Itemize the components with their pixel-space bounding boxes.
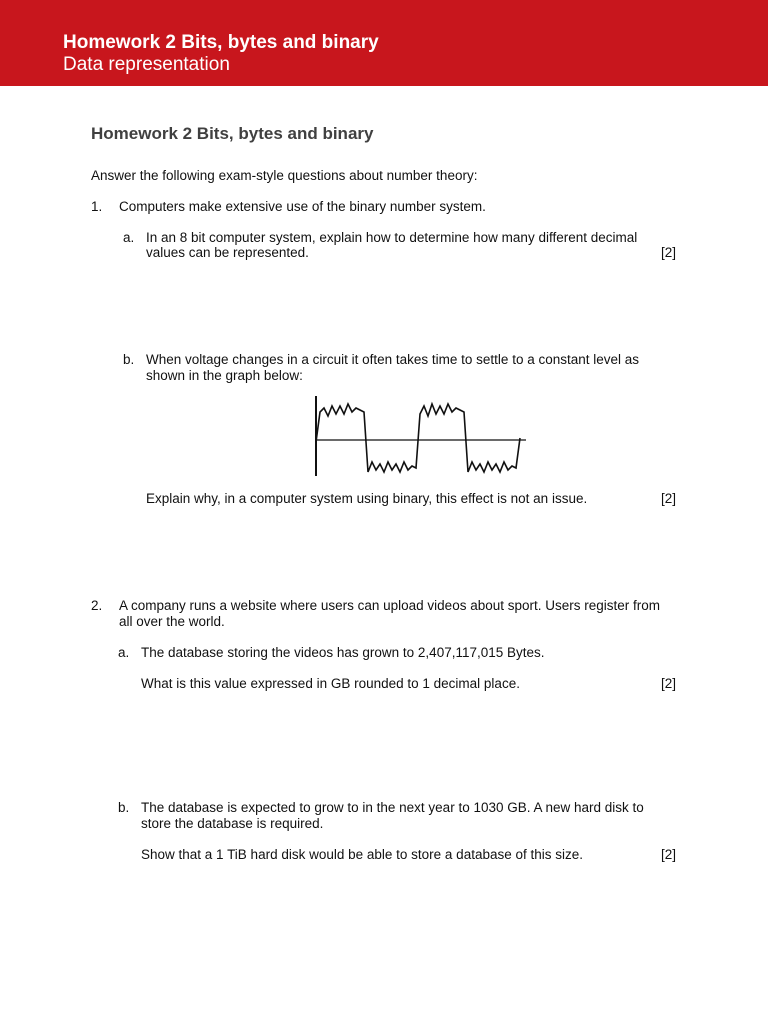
header-title: Homework 2 Bits, bytes and binary: [63, 32, 379, 53]
q2b-marks: [2]: [660, 847, 676, 862]
q2b-question: Show that a 1 TiB hard disk would be able to store a database of this size.: [141, 847, 584, 862]
header-banner: [0, 0, 768, 86]
q1b-followup: Explain why, in a computer system using binary, this effect is not an issue.: [146, 491, 588, 506]
q1b-letter: b.: [123, 352, 135, 367]
q2-line2: all over the world.: [119, 614, 225, 629]
intro-text: Answer the following exam-style questions about number theory:: [91, 168, 478, 183]
q2a-letter: a.: [118, 645, 130, 660]
q2a-marks: [2]: [660, 676, 676, 691]
q2b-line2: store the database is required.: [141, 816, 324, 831]
voltage-waveform: [316, 404, 520, 472]
q1a-letter: a.: [123, 230, 135, 245]
q1-text: Computers make extensive use of the binary number system.: [119, 199, 486, 214]
q1b-marks: [2]: [660, 491, 676, 506]
q1a-marks: [2]: [660, 245, 676, 260]
q1-number: 1.: [91, 199, 103, 214]
document-heading: Homework 2 Bits, bytes and binary: [91, 124, 374, 143]
q1a-line2: values can be represented.: [146, 245, 309, 260]
q1a-line1: In an 8 bit computer system, explain how to determine how many different decimal: [146, 230, 638, 245]
q2b-line1: The database is expected to grow to in the next year to 1030 GB. A new hard disk to: [141, 800, 644, 815]
q2-line1: A company runs a website where users can upload videos about sport. Users register from: [119, 598, 661, 613]
q2-number: 2.: [91, 598, 103, 613]
q2b-letter: b.: [118, 800, 130, 815]
q2a-line1: The database storing the videos has grown to 2,407,117,015 Bytes.: [141, 645, 545, 660]
header-subtitle: Data representation: [63, 54, 230, 75]
q2a-question: What is this value expressed in GB rounded to 1 decimal place.: [141, 676, 520, 691]
q1b-line1: When voltage changes in a circuit it often takes time to settle to a constant level as: [146, 352, 640, 367]
q1b-line2: shown in the graph below:: [146, 368, 303, 383]
voltage-graph-icon: [308, 390, 530, 478]
